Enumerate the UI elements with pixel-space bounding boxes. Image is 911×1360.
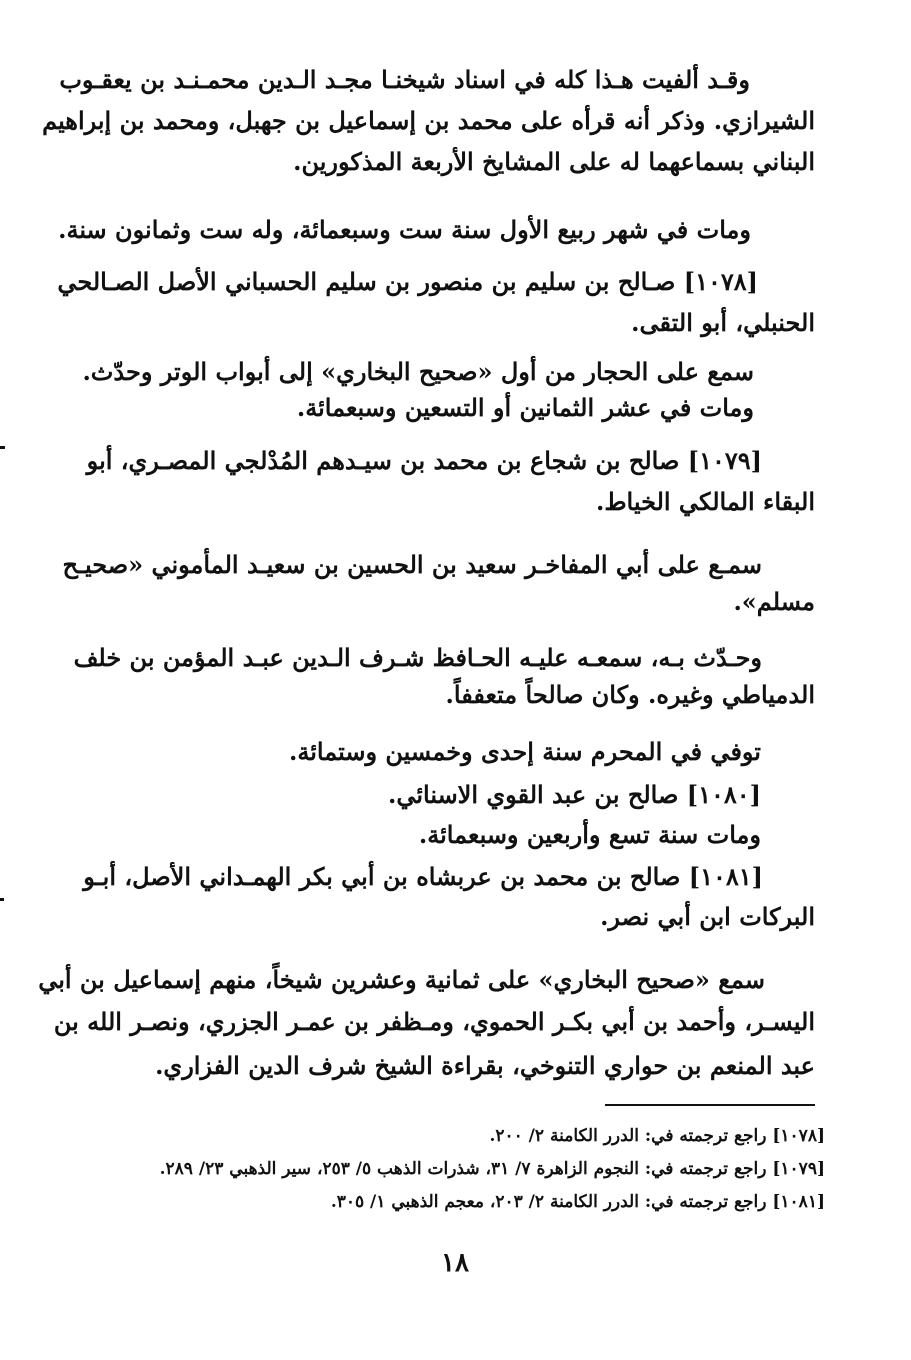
scan-mark (0, 446, 5, 449)
text-line: عبد المنعم بن حواري التنوخي، بقراءة الشيخ شرف الدين الفزاري. (155, 1051, 815, 1080)
text-line: الدمياطي وغيره. وكان صالحاً متعففاً. (445, 680, 815, 709)
text-line: سمـع على أبي المفاخـر سعيد بن الحسين بن سعيـد المأموني «صحيـح (62, 550, 762, 579)
text-line: البقاء المالكي الخياط. (596, 487, 815, 516)
entry-heading-1081: [١٠٨١] صالح بن محمد بن عربشاه بن أبي بكر الهمـداني الأصل، أبـو (83, 862, 763, 891)
text-line: الشيرازي. وذكر أنه قرأه على محمد بن إسماعيل بن جهبل، ومحمد بن إبراهيم (42, 106, 815, 135)
entry-heading-1078: [١٠٧٨] صـالح بن سليم بن منصور بن سليم الحسباني الأصل الصـالحي (57, 267, 758, 296)
text-line: اليسـر، وأحمد بن أبي بكـر الحموي، ومـظفر بن عمـر الجزري، ونصـر الله بن (53, 1007, 815, 1036)
scan-mark (0, 898, 4, 901)
text-line: الحنبلي، أبو التقى. (631, 308, 815, 337)
entry-heading-1080: [١٠٨٠] صالح بن عبد القوي الاسنائي. (387, 780, 761, 809)
footnote-1078: [١٠٧٨] راجع ترجمته في: الدرر الكامنة ٢/ ٢٠٠. (489, 1126, 825, 1146)
text-line: سمع «صحيح البخاري» على ثمانية وعشرين شيخاً، منهم إسماعيل بن أبي (38, 965, 765, 994)
text-line: وحـدّث بـه، سمعـه عليـه الحـافظ شـرف الـدين عبـد المؤمن بن خلف (73, 643, 762, 672)
text-line: توفي في المحرم سنة إحدى وخمسين وستمائة. (289, 737, 761, 766)
text-line: ومات سنة تسع وأربعين وسبعمائة. (418, 820, 761, 849)
text-line: البناني بسماعهما له على المشايخ الأربعة المذكورين. (293, 147, 815, 176)
text-line: سمع على الحجار من أول «صحيح البخاري» إلى أبواب الوتر وحدّث. (82, 357, 754, 386)
text-line: وقـد ألفيت هـذا كله في اسناد شيخنـا مجـد الـدين محمـنـد بن يعقـوب (59, 65, 750, 94)
entry-heading-1079: [١٠٧٩] صالح بن شجاع بن محمد بن سيـدهم المُدْلجي المصـري، أبو (86, 446, 762, 475)
text-line: مسلم». (733, 587, 815, 616)
footnote-separator (605, 1104, 815, 1106)
text-line: ومات في عشر الثمانين أو التسعين وسبعمائة. (296, 393, 754, 422)
text-line: ومات في شهر ربيع الأول سنة ست وسبعمائة، وله ست وثمانون سنة. (58, 215, 751, 244)
text-line: البركات ابن أبي نصر. (600, 902, 815, 931)
footnote-1081: [١٠٨١] راجع ترجمته في: الدرر الكامنة ٢/ ٢٠٣، معجم الذهبي ١/ ٣٠٥. (330, 1192, 825, 1212)
footnote-1079: [١٠٧٩] راجع ترجمته في: النجوم الزاهرة ٧/ ٣١، شذرات الذهب ٥/ ٢٥٣، سير الذهبي ٢٣/ ٢٨٩. (159, 1159, 825, 1179)
page-number: ١٨ (441, 1248, 469, 1278)
